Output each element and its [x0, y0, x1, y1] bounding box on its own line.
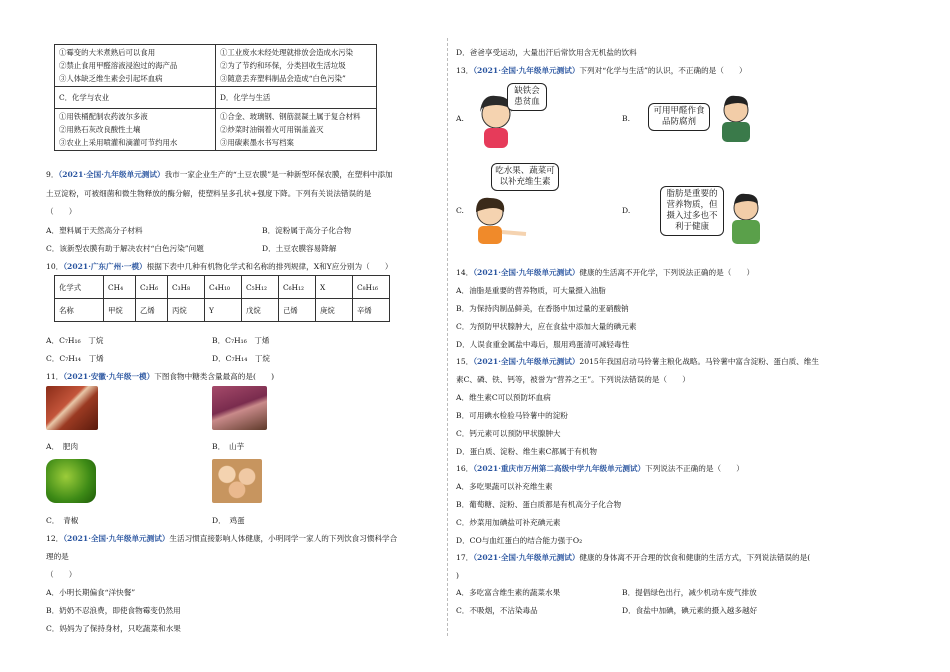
table-cell: X [316, 276, 353, 299]
option: A．多吃富含维生素的蔬菜水果 [456, 588, 561, 597]
speech-bubble: 缺铁会患贫血 [507, 83, 547, 111]
q16-stem: 16．（2021·重庆市万州第二高级中学九年级单元测试）下列说法不正确的是（ ） [456, 464, 744, 473]
cartoon-girl-image [466, 190, 530, 244]
table-cell: 乙烯 [136, 299, 168, 322]
table-cell: ①用铁桶配制农药波尔多液 ②用熟石灰改良酸性土壤 ③农业上采用喷灌和滴灌可节约用水 [55, 109, 216, 151]
table-cell: 甲烷 [104, 299, 136, 322]
option: C．不吸烟，不沾染毒品 [456, 606, 538, 615]
table-cell: Y [205, 299, 242, 322]
speech-bubble: 吃水果、蔬菜可以补充维生素 [491, 163, 559, 191]
q10-stem: 10．（2021·广东广州·一模）根据下表中几种有机物化学式和名称的排列规律，X和Y应分别为（ ） [46, 262, 393, 271]
eggs-image [212, 459, 262, 503]
speech-bubble: 脂肪是重要的营养物质，但摄入过多也不利于健康 [660, 186, 724, 236]
option: B. [622, 114, 630, 123]
table-cell: 己烯 [279, 299, 316, 322]
table-cell: D．化学与生活 [216, 87, 377, 109]
table-cell: 戊烷 [242, 299, 279, 322]
option: D. [622, 206, 631, 215]
option: C．钙元素可以预防甲状腺肿大 [456, 429, 561, 438]
option: A．油脂是重要的营养物质，可大量摄入油脂 [456, 286, 606, 295]
option: A．小明长期偏食“洋快餐” [46, 588, 136, 597]
table-cell: 化学式 [55, 276, 104, 299]
option: C. [456, 206, 464, 215]
option: C．该新型农膜有助于解决农村“白色污染”问题 [46, 244, 204, 253]
table-cell: C₃H₈ [168, 276, 205, 299]
option: B．葡萄糖、淀粉、蛋白质都是有机高分子化合物 [456, 500, 622, 509]
option: A．维生素C可以预防坏血病 [456, 393, 551, 402]
green-pepper-image [46, 459, 96, 503]
option: B．奶奶不忍浪费，即使食物霉变仍然用 [46, 606, 181, 615]
option: A．C₇H₁₆ 丁烷 [46, 336, 104, 345]
q12-paren: （ ） [46, 570, 77, 579]
q9-stem-2: 土豆淀粉，可被细菌和微生物释放的酶分解，使塑料呈多孔状+强度下降。下列有关说法错误的是 [46, 189, 372, 198]
option: A．塑料属于天然高分子材料 [46, 226, 143, 235]
option: D．人误食重金属盐中毒后，服用鸡蛋清可减轻毒性 [456, 340, 630, 349]
table-cell: 庚烷 [316, 299, 353, 322]
option: C．C₇H₁₄ 丁烯 [46, 354, 104, 363]
q11-stem: 11．（2021·安徽·九年级一模）下图食物中糖类含量最高的是( ) [46, 372, 275, 381]
table-cell: ①霉变的大米煮熟后可以食用 ②禁止食用甲醛溶液浸泡过的海产品 ③人体缺乏维生素会引起坏血病 [55, 45, 216, 87]
table-cell: 辛烯 [353, 299, 390, 322]
option: B．为保持肉制品鲜美，在香肠中加过量的亚硝酸钠 [456, 304, 629, 313]
q17-paren: ) [456, 571, 459, 580]
q15-stem: 15．（2021·全国·九年级单元测试）2015年我国启动马铃薯主粮化战略。马铃薯中富含淀粉、蛋白质、维生 [456, 357, 819, 366]
option: D．CO与血红蛋白的结合能力强于O₂ [456, 536, 583, 545]
table-cell: C．化学与农业 [55, 87, 216, 109]
option: B．淀粉属于高分子化合物 [262, 226, 352, 235]
q13-stem: 13．（2021·全国·九年级单元测试）下列对“化学与生活”的认识，不正确的是（ ） [456, 66, 747, 75]
table-cell: ①工业废水未经处理就排放会造成水污染 ②为了节约和环保，分类回收生活垃圾 ③随意丢弃塑料制品会造成“白色污染” [216, 45, 377, 87]
table-cell: 名称 [55, 299, 104, 322]
column-divider [447, 38, 449, 636]
q14-stem: 14．（2021·全国·九年级单元测试）健康的生活离不开化学，下列说法正确的是（ ） [456, 268, 755, 277]
option: A． 肥肉 [46, 442, 79, 451]
q9-paren: （ ） [46, 207, 77, 216]
option: D．C₇H₁₄ 丁烷 [212, 354, 271, 363]
option: C．为预防甲状腺肿大，应在食盐中添加大量的碘元素 [456, 322, 637, 331]
q12-stem: 12．（2021·全国·九年级单元测试）生活习惯直接影响人体健康，小明同学一家人的下列饮食习惯科学合 [46, 534, 398, 543]
option: C．炒菜用加碘盐可补充碘元素 [456, 518, 561, 527]
option: D．食盐中加碘，碘元素的摄入越多越好 [622, 606, 758, 615]
option: B．提倡绿色出行，减少机动车废气排放 [622, 588, 757, 597]
cartoon-man-image [710, 88, 762, 142]
option: D． 鸡蛋 [212, 516, 245, 525]
option: D．蛋白质、淀粉、维生素C都属于有机物 [456, 447, 597, 456]
q15-stem-2: 素C、磷、铁、钙等，被誉为“营养之王”。下列说法错误的是（ ） [456, 375, 690, 384]
options-table [54, 44, 377, 151]
q12-stem-2: 理的是 [46, 552, 69, 561]
option: B．可用碘水检验马铃薯中的淀粉 [456, 411, 568, 420]
speech-bubble: 可用甲醛作食品防腐剂 [648, 103, 710, 131]
cartoon-man-image [720, 186, 772, 246]
formula-table [54, 275, 390, 322]
table-cell: C₆H₁₂ [279, 276, 316, 299]
q17-stem: 17．（2021·全国·九年级单元测试）健康的身体离不开合理的饮食和健康的生活方式，下列说法错误的是( [456, 553, 811, 562]
sweet-potato-image [212, 386, 267, 430]
table-cell: 丙烷 [168, 299, 205, 322]
option: A．多吃果蔬可以补充维生素 [456, 482, 553, 491]
fatty-pork-image [46, 386, 98, 430]
option: D．爸爸享受运动，大量出汗后常饮用含无机盐的饮料 [456, 48, 637, 57]
table-cell: C₈H₁₆ [353, 276, 390, 299]
option: D．土豆农膜容易降解 [262, 244, 337, 253]
option: C．妈妈为了保持身材，只吃蔬菜和水果 [46, 624, 181, 633]
table-cell: ①合金、玻璃钢、钢筋混凝土属于复合材料 ②炒菜时油锅着火可用锅盖盖灭 ③用碳素墨水书写档案 [216, 109, 377, 151]
option: B．C₇H₁₆ 丁烯 [212, 336, 270, 345]
table-cell: CH₄ [104, 276, 136, 299]
option: C． 青椒 [46, 516, 79, 525]
q9-stem: 9．（2021·全国·九年级单元测试）我市一家企业生产的“土豆农膜”是一种新型环保农膜，在塑料中添加 [46, 170, 393, 179]
table-cell: C₅H₁₂ [242, 276, 279, 299]
table-cell: C₄H₁₀ [205, 276, 242, 299]
option: B． 山芋 [212, 442, 245, 451]
option: A. [456, 114, 464, 123]
table-cell: C₂H₆ [136, 276, 168, 299]
